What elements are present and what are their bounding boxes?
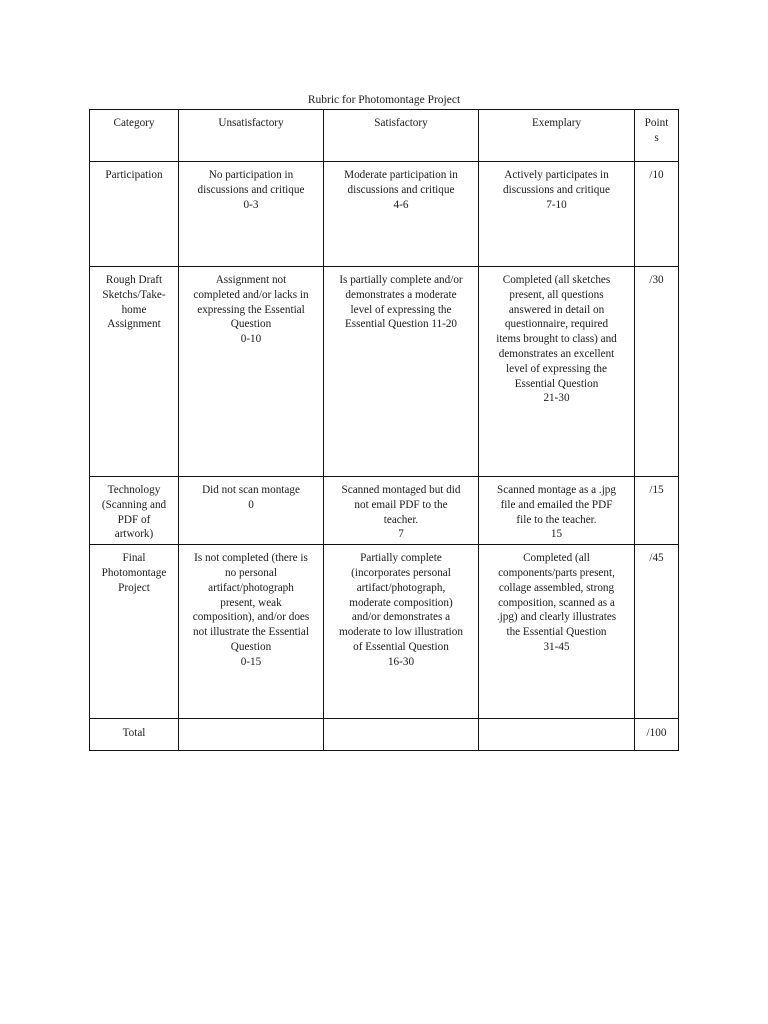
points-cell: /30 — [635, 267, 679, 477]
rubric-table — [89, 109, 679, 751]
unsatisfactory-cell: Did not scan montage 0 — [179, 477, 324, 545]
satisfactory-cell: Is partially complete and/or demonstrates a moderate level of expressing the Essential Question 11-20 — [324, 267, 479, 477]
total-points: /100 — [635, 719, 679, 751]
points-cell: /15 — [635, 477, 679, 545]
header-unsatisfactory: Unsatisfactory — [179, 110, 324, 162]
satisfactory-cell: Scanned montaged but did not email PDF to the teacher. 7 — [324, 477, 479, 545]
document-title: Rubric for Photomontage Project — [307, 94, 461, 106]
unsatisfactory-cell: No participation in discussions and critique 0-3 — [179, 162, 324, 267]
unsatisfactory-cell: Assignment not completed and/or lacks in expressing the Essential Question 0-10 — [179, 267, 324, 477]
satisfactory-cell: Moderate participation in discussions and critique 4-6 — [324, 162, 479, 267]
satisfactory-cell: Partially complete (incorporates personal artifact/photograph, moderate composition) and/or demonstrates a moderate to low illustration of Essential Question 16-30 — [324, 545, 479, 719]
header-satisfactory: Satisfactory — [324, 110, 479, 162]
row-total — [90, 719, 679, 751]
total-unsatisfactory-cell — [179, 719, 324, 751]
row-technology — [90, 477, 679, 545]
category-cell: Final Photomontage Project — [90, 545, 179, 719]
row-rough-draft — [90, 267, 679, 477]
exemplary-cell: Completed (all components/parts present, collage assembled, strong composition, scanned as a .jpg) and clearly illustrates the Essential Question 31-45 — [479, 545, 635, 719]
exemplary-cell: Completed (all sketches present, all questions answered in detail on questionnaire, required items brought to class) and demonstrates an excellent level of expressing the Essential Question 21-30 — [479, 267, 635, 477]
points-cell: /10 — [635, 162, 679, 267]
category-cell: Rough Draft Sketchs/Take- home Assignment — [90, 267, 179, 477]
total-exemplary-cell — [479, 719, 635, 751]
category-cell: Participation — [90, 162, 179, 267]
header-points: Point s — [635, 110, 679, 162]
header-row — [90, 110, 679, 162]
total-satisfactory-cell — [324, 719, 479, 751]
category-cell: Technology (Scanning and PDF of artwork) — [90, 477, 179, 545]
total-label: Total — [90, 719, 179, 751]
header-category: Category — [90, 110, 179, 162]
points-cell: /45 — [635, 545, 679, 719]
exemplary-cell: Scanned montage as a .jpg file and emailed the PDF file to the teacher. 15 — [479, 477, 635, 545]
unsatisfactory-cell: Is not completed (there is no personal artifact/photograph present, weak composition), and/or does not illustrate the Essential Question 0-15 — [179, 545, 324, 719]
row-final-photomontage — [90, 545, 679, 719]
header-exemplary: Exemplary — [479, 110, 635, 162]
row-participation — [90, 162, 679, 267]
exemplary-cell: Actively participates in discussions and critique 7-10 — [479, 162, 635, 267]
